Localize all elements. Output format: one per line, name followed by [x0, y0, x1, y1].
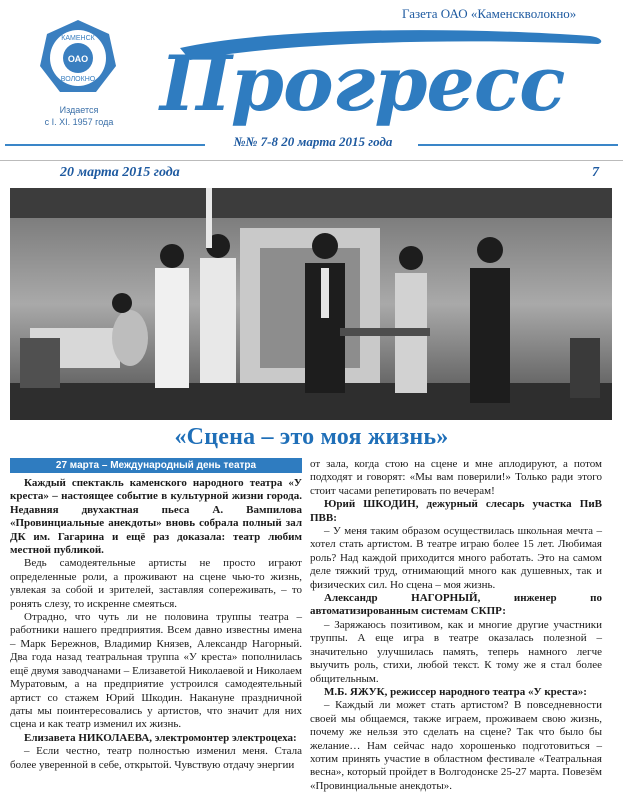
divider: [5, 144, 205, 146]
company-logo: [38, 18, 118, 98]
speaker-quote: – Каждый ли может стать артистом? В повседневности своей мы общаемся, также играем, проживаем свою жизнь, почему же нельзя это сделать на сцене? Так что было бы желание… Нам сейчас надо хорошенько подготовиться – хотим принять участие в областном фестивале «Театральная весна», который пройдет в Волгодонске 25-27 марта. Повезём «Провинциальные анекдоты».: [310, 699, 602, 792]
rubric-banner: 27 марта – Международный день театра: [10, 458, 302, 473]
svg-text:ВОЛОКНО: ВОЛОКНО: [60, 76, 96, 83]
page-number: 7: [592, 165, 599, 180]
article-headline: «Сцена – это моя жизнь»: [174, 424, 449, 450]
company-name: Газета ОАО «Каменскволокно»: [402, 6, 577, 21]
speaker-name: М.Б. ЯЖУК, режиссер народного театра «У креста»:: [324, 685, 587, 698]
paragraph: Отрадно, что чуть ли не половина труппы театра – работники нашего предприятия. Всем давно известны имена – Марк Бережнов, Владимир Князев, Александр Нагорный. Два года назад театральная труппа «У креста» пополнилась ещё двумя заводчанами – Елизаветой Николаевой и Николаем Муратовым, а на предприятие устроился самодеятельный артист со стажем Юрий Шкодин. Накануне праздничной даты мы поинтересовались у артистов, что значит для них сцена и как театр изменил их жизнь.: [10, 611, 302, 731]
speaker-name: Александр НАГОРНЫЙ, инженер по автоматизированным системам СКПР:: [310, 592, 602, 618]
speaker-quote-continued: от зала, когда стою на сцене и мне аплодируют, а потом подходят и говорят: «Мы вам поверили!» Только ради этого стоит часами репетировать по вечерам!: [310, 458, 602, 497]
issue-number: №№ 7-8 20 марта 2015 года: [233, 134, 393, 149]
article-column-right: [310, 458, 602, 793]
svg-text:КАМЕНСК: КАМЕНСК: [61, 35, 95, 42]
masthead: [0, 0, 623, 158]
speaker-quote: – Если честно, театр полностью изменил меня. Стала более уверенной в себе, открытой. Чувствую отдачу энергии: [10, 745, 302, 771]
page-date: 20 марта 2015 года: [60, 165, 180, 180]
article-column-left: [10, 458, 302, 772]
theater-stage-photo: [10, 188, 612, 420]
svg-text:Прогресс: Прогресс: [160, 39, 565, 128]
speaker-quote: – У меня таким образом осуществилась школьная мечта – хотел стать артистом. В театре играю более 15 лет. Любимая роль? Над каждой приходится много работать. Это на самом деле тяжкий труд, отнимающий много как душевных, так и физических сил. Но сцена – моя жизнь.: [310, 525, 602, 591]
paragraph: Ведь самодеятельные артисты не просто играют определенные роли, а проживают на сцене чью-то жизнь, увлекая за собой и зрителей, заставляя сопереживать, – то ронять слезу, то искренне смеяться.: [10, 557, 302, 610]
speaker-name: Юрий ШКОДИН, дежурный слесарь участка ПиВ ПВВ:: [310, 498, 602, 524]
publication-since: Издается с I. XI. 1957 года: [44, 105, 114, 127]
newspaper-title: [150, 18, 620, 130]
divider: [418, 144, 618, 146]
speaker-name: Елизавета НИКОЛАЕВА, электромонтер электроцеха:: [24, 731, 297, 744]
article-lead: Каждый спектакль каменского народного театра «У креста» – настоящее событие в культурной жизни города. Недавняя двухактная пьеса А. Вампилова «Провинциальные анекдоты» вновь собрала полный зал ДК им. Гагарина и ещё раз доказала: театр любим местной публикой.: [10, 477, 302, 557]
issue-bar: [0, 134, 623, 156]
svg-text:ОАО: ОАО: [67, 54, 89, 64]
speaker-quote: – Заряжаюсь позитивом, как и многие другие участники труппы. А еще игра в театре оказалась полезной – значительно улучшилась память, теперь намного легче выучить роль, стихи, любой текст. К тому же я стал более общительным.: [310, 618, 602, 685]
page-header: [0, 160, 623, 184]
